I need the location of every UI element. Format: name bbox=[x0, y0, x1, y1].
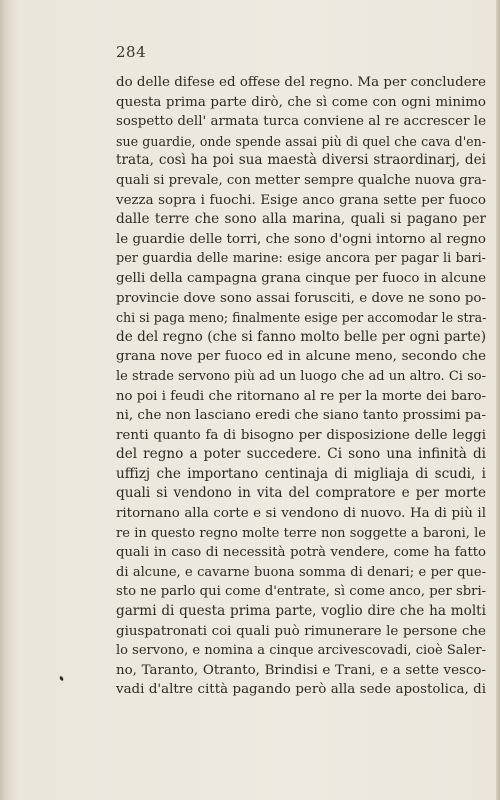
text-line: le guardie delle torri, che sono d'ogni intorno al regno bbox=[116, 231, 486, 247]
text-line: vadi d'altre città pagando però alla sede apostolica, di bbox=[116, 682, 486, 698]
page-edge bbox=[496, 0, 500, 800]
text-line: grana nove per fuoco ed in alcune meno, secondo che bbox=[116, 349, 486, 365]
text-line: trata, così ha poi sua maestà diversi straordinarj, dei bbox=[116, 152, 486, 169]
ink-speck bbox=[59, 676, 64, 682]
text-line: sto ne parlo qui come d'entrate, sì come anco, per sbri- bbox=[116, 584, 487, 600]
text-line: re in questo regno molte terre non soggette a baroni, le bbox=[116, 525, 486, 541]
text-line: quali in caso di necessità potrà vendere, come ha fatto bbox=[116, 545, 486, 561]
text-line: garmi di questa prima parte, voglio dire che ha molti bbox=[116, 603, 486, 620]
text-line: del regno a poter succedere. Ci sono una infinità di bbox=[116, 446, 486, 463]
text-line: quali si prevale, con metter sempre qualche nuova gra- bbox=[116, 172, 487, 188]
text-line: chi si paga meno; finalmente esige per accomodar le stra- bbox=[116, 310, 487, 326]
text-line: le strade servono più ad un luogo che ad un altro. Ci so- bbox=[116, 368, 486, 384]
text-line: do delle difese ed offese del regno. Ma per concludere bbox=[116, 75, 486, 90]
body-text bbox=[116, 73, 486, 700]
text-line: renti quanto fa di bisogno per disposizione delle leggi bbox=[116, 427, 486, 443]
text-line: no, Taranto, Otranto, Brindisi e Trani, e a sette vesco- bbox=[116, 662, 486, 678]
text-line: sue guardie, onde spende assai più di quel che cava d'en- bbox=[116, 133, 486, 149]
text-line: giuspatronati coi quali può rimunerare le persone che bbox=[116, 623, 486, 639]
text-line: ni, che non lasciano eredi che siano tanto prossimi pa- bbox=[116, 408, 486, 424]
text-line: di alcune, e cavarne buona somma di denari; e per que- bbox=[116, 564, 486, 580]
text-line: lo servono, e nomina a cinque arcivescovadi, cioè Saler- bbox=[116, 643, 486, 659]
text-line: vezza sopra i fuochi. Esige anco grana sette per fuoco bbox=[116, 192, 486, 208]
text-line: uffizj che importano centinaja di migliaja di scudi, i bbox=[116, 465, 486, 482]
text-line: questa prima parte dirò, che sì come con ogni minimo bbox=[116, 94, 486, 110]
page-number: 284 bbox=[116, 43, 147, 61]
text-line: quali si vendono in vita del compratore e per morte bbox=[116, 485, 486, 502]
text-line: per guardia delle marine: esige ancora per pagar li bari- bbox=[116, 251, 486, 267]
text-line: no poi i feudi che ritornano al re per la morte dei baro- bbox=[116, 388, 486, 404]
text-line: de del regno (che si fanno molto belle per ogni parte) bbox=[116, 328, 486, 345]
text-line: gelli della campagna grana cinque per fuoco in alcune bbox=[116, 270, 486, 286]
text-line: provincie dove sono assai forusciti, e dove ne sono po- bbox=[116, 290, 486, 306]
text-line: sospetto dell' armata turca conviene al re accrescer le bbox=[116, 114, 486, 130]
text-line: ritornano alla corte e si vendono di nuovo. Ha di più il bbox=[116, 506, 486, 522]
text-line: dalle terre che sono alla marina, quali si pagano per bbox=[116, 211, 486, 228]
